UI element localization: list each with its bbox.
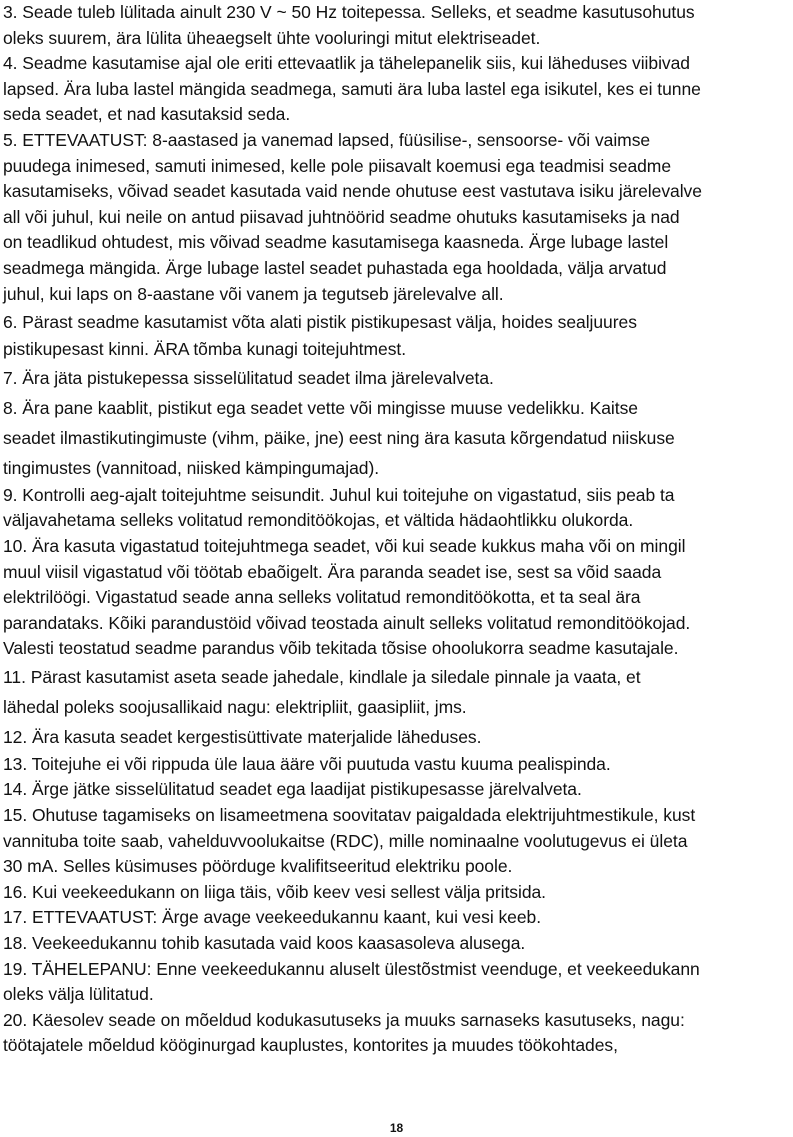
text-line: 19. TÄHELEPANU: Enne veekeedukannu aluselt ülestõstmist veenduge, et veekeedukann <box>3 958 700 979</box>
text-line: on teadlikud ohtudest, mis võivad seadme kasutamisega kaasneda. Ärge lubage lastel <box>3 232 669 253</box>
text-line: lähedal poleks soojusallikaid nagu: elektripliit, gaasipliit, jms. <box>3 696 467 717</box>
text-line: 17. ETTEVAATUST: Ärge avage veekeedukannu kaant, kui vesi keeb. <box>3 907 542 928</box>
text-line: 13. Toitejuhe ei või rippuda üle laua ääre või puutuda vastu kuuma pealispinda. <box>3 753 611 774</box>
text-line: 12. Ära kasuta seadet kergestisüttivate materjalide läheduses. <box>3 726 482 747</box>
text-line: 5. ETTEVAATUST: 8-aastased ja vanemad lapsed, füüsilise-, sensoorse- või vaimse <box>3 129 651 150</box>
text-line: 18. Veekeedukannu tohib kasutada vaid koos kaasasoleva alusega. <box>3 933 526 954</box>
text-line: 7. Ära jäta pistukepessa sisselülitatud seadet ilma järelevalveta. <box>3 367 494 388</box>
text-line: 8. Ära pane kaablit, pistikut ega seadet vette või mingisse muuse vedelikku. Kaitse <box>3 397 638 418</box>
text-line: 9. Kontrolli aeg-ajalt toitejuhtme seisundit. Juhul kui toitejuhe on vigastatud, siis peab ta <box>3 484 675 505</box>
text-line: 4. Seadme kasutamise ajal ole eriti ettevaatlik ja tähelepanelik siis, kui läheduses viibivad <box>3 53 690 74</box>
text-line: Valesti teostatud seadme parandus võib tekitada tõsise ohoolukorra seadme kasutajale. <box>3 638 679 659</box>
text-line: 16. Kui veekeedukann on liiga täis, võib keev vesi sellest välja pritsida. <box>3 881 546 902</box>
text-line: seadet ilmastikutingimuste (vihm, päike, jne) eest ning ära kasuta kõrgendatud niiskuse <box>3 427 675 448</box>
text-line: pistikupesast kinni. ÄRA tõmba kunagi toitejuhtmest. <box>3 339 407 360</box>
text-line: muul viisil vigastatud või töötab ebaõigelt. Ära paranda seadet ise, sest sa võid saada <box>3 561 662 582</box>
text-line: 6. Pärast seadme kasutamist võta alati pistik pistikupesast välja, hoides sealjuures <box>3 312 637 333</box>
text-line: 20. Käesolev seade on mõeldud kodukasutuseks ja muuks sarnaseks kasutuseks, nagu: <box>3 1009 685 1030</box>
text-line: 11. Pärast kasutamist aseta seade jahedale, kindlale ja siledale pinnale ja vaata, et <box>3 666 641 687</box>
text-line: 15. Ohutuse tagamiseks on lisameetmena soovitatav paigaldada elektrijuhtmestikule, kust <box>3 805 696 826</box>
text-line: puudega inimesed, samuti inimesed, kelle pole piisavalt koemusi ega teadmisi seadme <box>3 155 672 176</box>
safety-instructions-text <box>3 0 791 1059</box>
page-number: 18 <box>389 1121 404 1135</box>
text-line: tingimustes (vannitoad, niisked kämpingumajad). <box>3 457 380 478</box>
text-line: oleks välja lülitatud. <box>3 984 154 1005</box>
text-line: elektrilöögi. Vigastatud seade anna selleks volitatud remonditöökotta, et ta seal ära <box>3 587 641 608</box>
text-line: oleks suurem, ära lülita üheaegselt ühte vooluringi mitut elektriseadet. <box>3 27 541 48</box>
text-line: 14. Ärge jätke sisselülitatud seadet ega laadijat pistikupesasse järelvalveta. <box>3 779 582 800</box>
text-line: juhul, kui laps on 8-aastane või vanem ja tegutseb järelevalve all. <box>3 283 504 304</box>
text-line: vannituba toite saab, vahelduvvoolukaitse (RDC), mille nominaalne voolutugevus ei ületa <box>3 830 688 851</box>
text-line: seadmega mängida. Ärge lubage lastel seadet puhastada ega hooldada, välja arvatud <box>3 257 667 278</box>
text-line: all või juhul, kui neile on antud piisavad juhtnöörid seadme ohutuks kasutamiseks ja nad <box>3 206 680 227</box>
text-line: parandataks. Kõiki parandustöid võivad teostada ainult selleks volitatud remonditöökojad. <box>3 612 691 633</box>
text-line: lapsed. Ära luba lastel mängida seadmega, samuti ära luba lastel ega isikutel, kes ei tunne <box>3 78 701 99</box>
text-line: seda seadet, et nad kasutaksid seda. <box>3 104 291 125</box>
text-line: 10. Ära kasuta vigastatud toitejuhtmega seadet, või kui seade kukkus maha või on mingil <box>3 535 686 556</box>
text-line: 30 mA. Selles küsimuses pöörduge kvalifitseeritud elektriku poole. <box>3 856 513 877</box>
text-line: väljavahetama selleks volitatud remonditöökojas, et vältida hädaohtlikku olukorda. <box>3 510 634 531</box>
text-line: töötajatele mõeldud kööginurgad kauplustes, kontorites ja muudes töökohtades, <box>3 1035 618 1056</box>
text-line: kasutamiseks, võivad seadet kasutada vaid nende ohutuse eest vastutava isiku järelevalve <box>3 181 702 202</box>
text-line: 3. Seade tuleb lülitada ainult 230 V ~ 50 Hz toitepessa. Selleks, et seadme kasutusohutus <box>3 2 695 22</box>
